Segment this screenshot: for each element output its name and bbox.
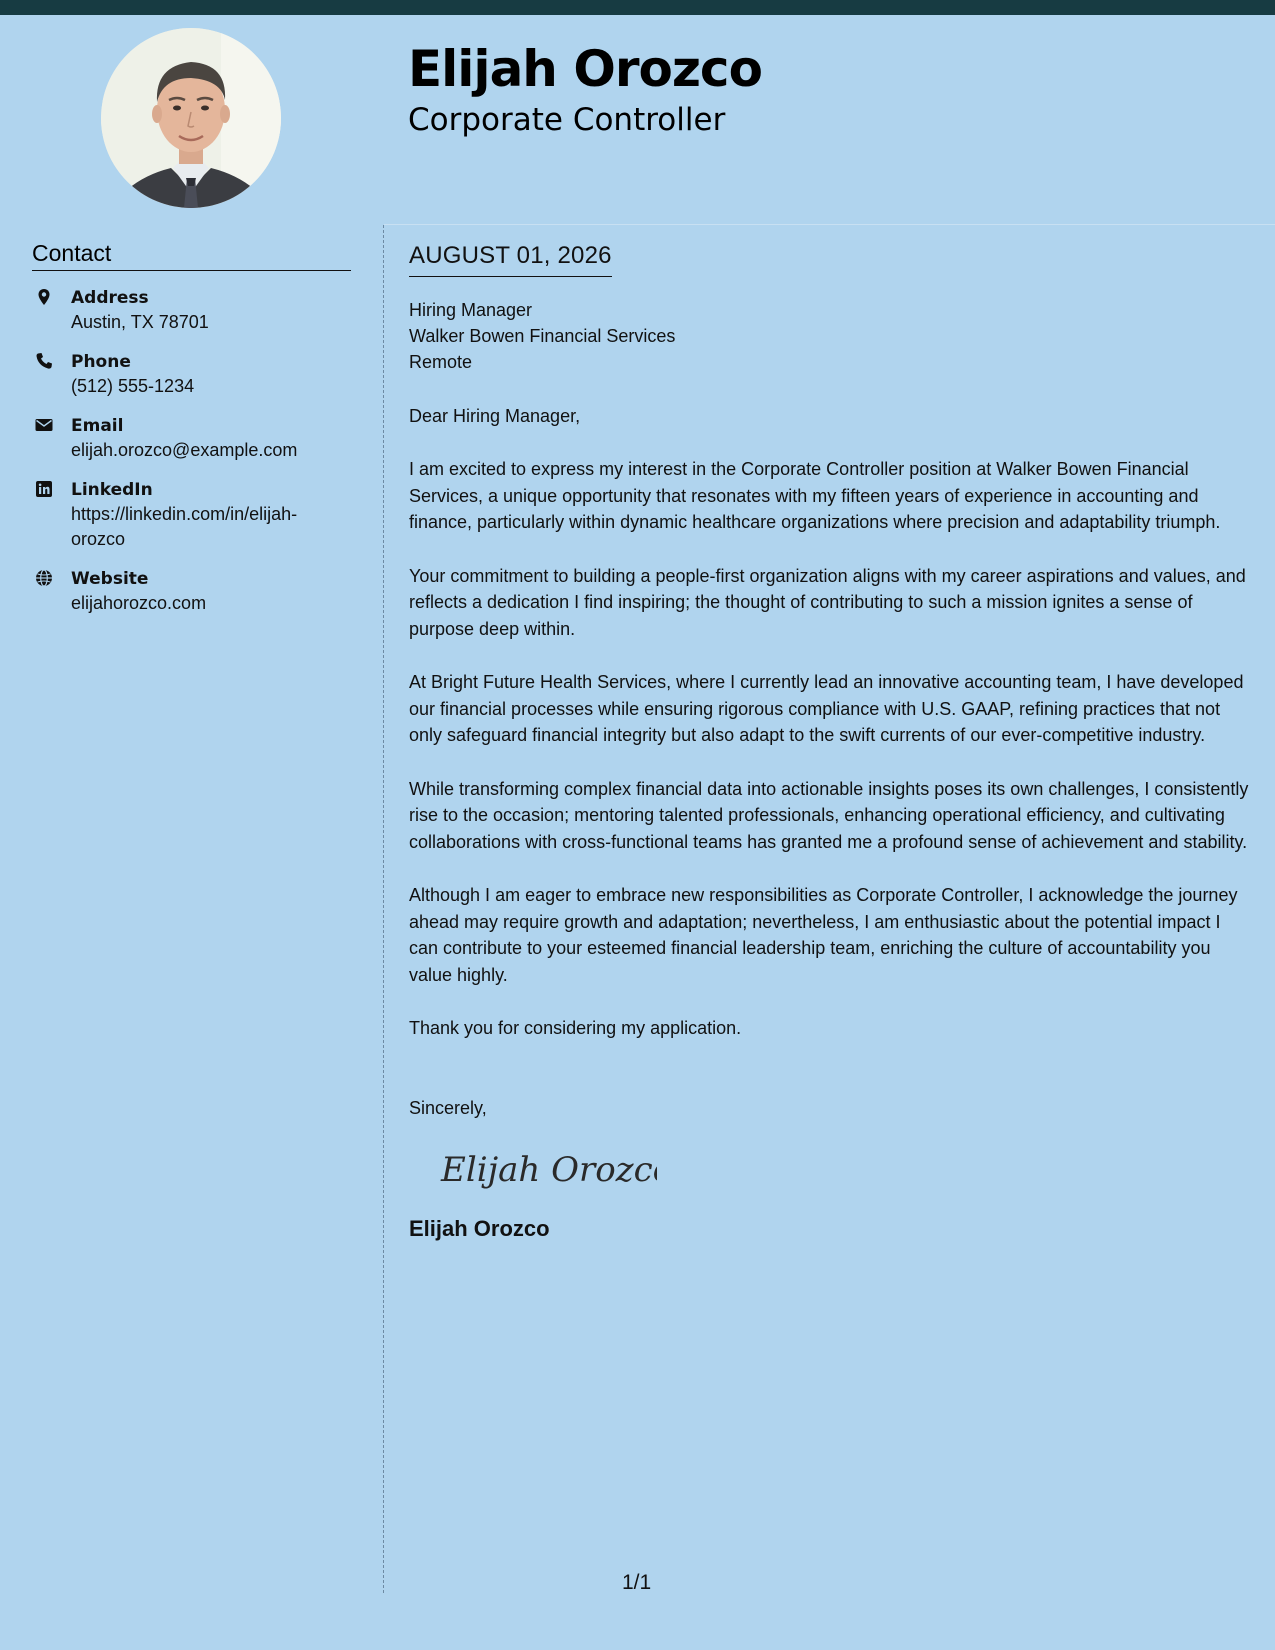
- phone-icon: [35, 352, 53, 370]
- contact-item-phone: [32, 350, 351, 399]
- email-value[interactable]: elijah.orozco@example.com: [71, 440, 298, 460]
- portrait-photo: [101, 28, 281, 208]
- signature-text: Elijah Orozco: [441, 1149, 657, 1190]
- linkedin-value[interactable]: https://linkedin.com/in/elijah-orozco: [71, 504, 298, 549]
- candidate-title: Corporate Controller: [408, 102, 726, 138]
- letter-paragraph: Thank you for considering my application.: [409, 1018, 742, 1038]
- letter-date: AUGUST 01, 2026: [409, 242, 612, 277]
- letter-paragraph: I am excited to express my interest in the Corporate Controller position at Walker Bowen Financial Services, a unique opportunity that resonates with my fifteen years of experience in accounting and finance, particularly within dynamic healthcare organizations where precision and adaptability triumph.: [409, 459, 1221, 532]
- letter-paragraph: Your commitment to building a people-first organization aligns with my career aspirations and values, and reflects a dedication I find inspiring; the thought of contributing to such a mission ignites a sense of purpose deep within.: [409, 565, 1246, 639]
- website-value[interactable]: elijahorozco.com: [71, 593, 207, 613]
- recipient-block: [409, 297, 1249, 375]
- header-divider: [384, 224, 1275, 225]
- letter-paragraph: Although I am eager to embrace new responsibilities as Corporate Controller, I acknowledge the journey ahead may require growth and adaptation; nevertheless, I am enthusiastic about the potential impact I can contribute to your esteemed financial leadership team, enriching the culture of accountability you value highly.: [409, 885, 1238, 985]
- envelope-icon: [35, 416, 53, 434]
- contact-label: Address: [71, 288, 149, 308]
- contact-label: Email: [71, 416, 124, 436]
- phone-value[interactable]: (512) 555-1234: [71, 376, 195, 396]
- salutation: Dear Hiring Manager,: [409, 406, 581, 426]
- recipient-line: Hiring Manager: [409, 300, 533, 320]
- recipient-line: Walker Bowen Financial Services: [409, 326, 676, 346]
- candidate-name: Elijah Orozco: [408, 40, 762, 98]
- signed-name: Elijah Orozco: [409, 1215, 550, 1241]
- column-divider: [383, 225, 384, 1593]
- contact-item-website: [32, 567, 351, 616]
- top-bar: [0, 0, 1275, 15]
- recipient-line: Remote: [409, 352, 473, 372]
- contact-label: LinkedIn: [71, 480, 153, 500]
- avatar: [101, 28, 281, 208]
- map-pin-icon: [35, 288, 53, 306]
- contact-item-address: [32, 286, 351, 335]
- address-value: Austin, TX 78701: [71, 312, 209, 332]
- linkedin-icon: [35, 480, 53, 498]
- contact-label: Phone: [71, 352, 131, 372]
- globe-icon: [35, 569, 53, 587]
- contact-heading: Contact: [32, 240, 351, 271]
- contact-sidebar: [32, 240, 351, 616]
- contact-item-email: [32, 414, 351, 463]
- letter-paragraph: At Bright Future Health Services, where I currently lead an innovative accounting team, I have developed our financial processes while ensuring rigorous compliance with U.S. GAAP, refining practices that not only safeguard financial integrity but also adapt to the swift currents of our ever-competitive industry.: [409, 672, 1244, 745]
- letter-paragraph: While transforming complex financial data into actionable insights poses its own challenges, I consistently rise to the occasion; mentoring talented professionals, enhancing operational efficiency, and cultivating collaborations with cross-functional teams has granted me a profound sense of achievement and stability.: [409, 778, 1249, 852]
- handwritten-signature: [437, 1139, 657, 1199]
- letter-body: [409, 242, 1249, 1242]
- contact-label: Website: [71, 569, 149, 589]
- page-number: 1/1: [622, 1571, 652, 1594]
- contact-item-linkedin: [32, 478, 351, 552]
- closing: Sincerely,: [409, 1097, 487, 1118]
